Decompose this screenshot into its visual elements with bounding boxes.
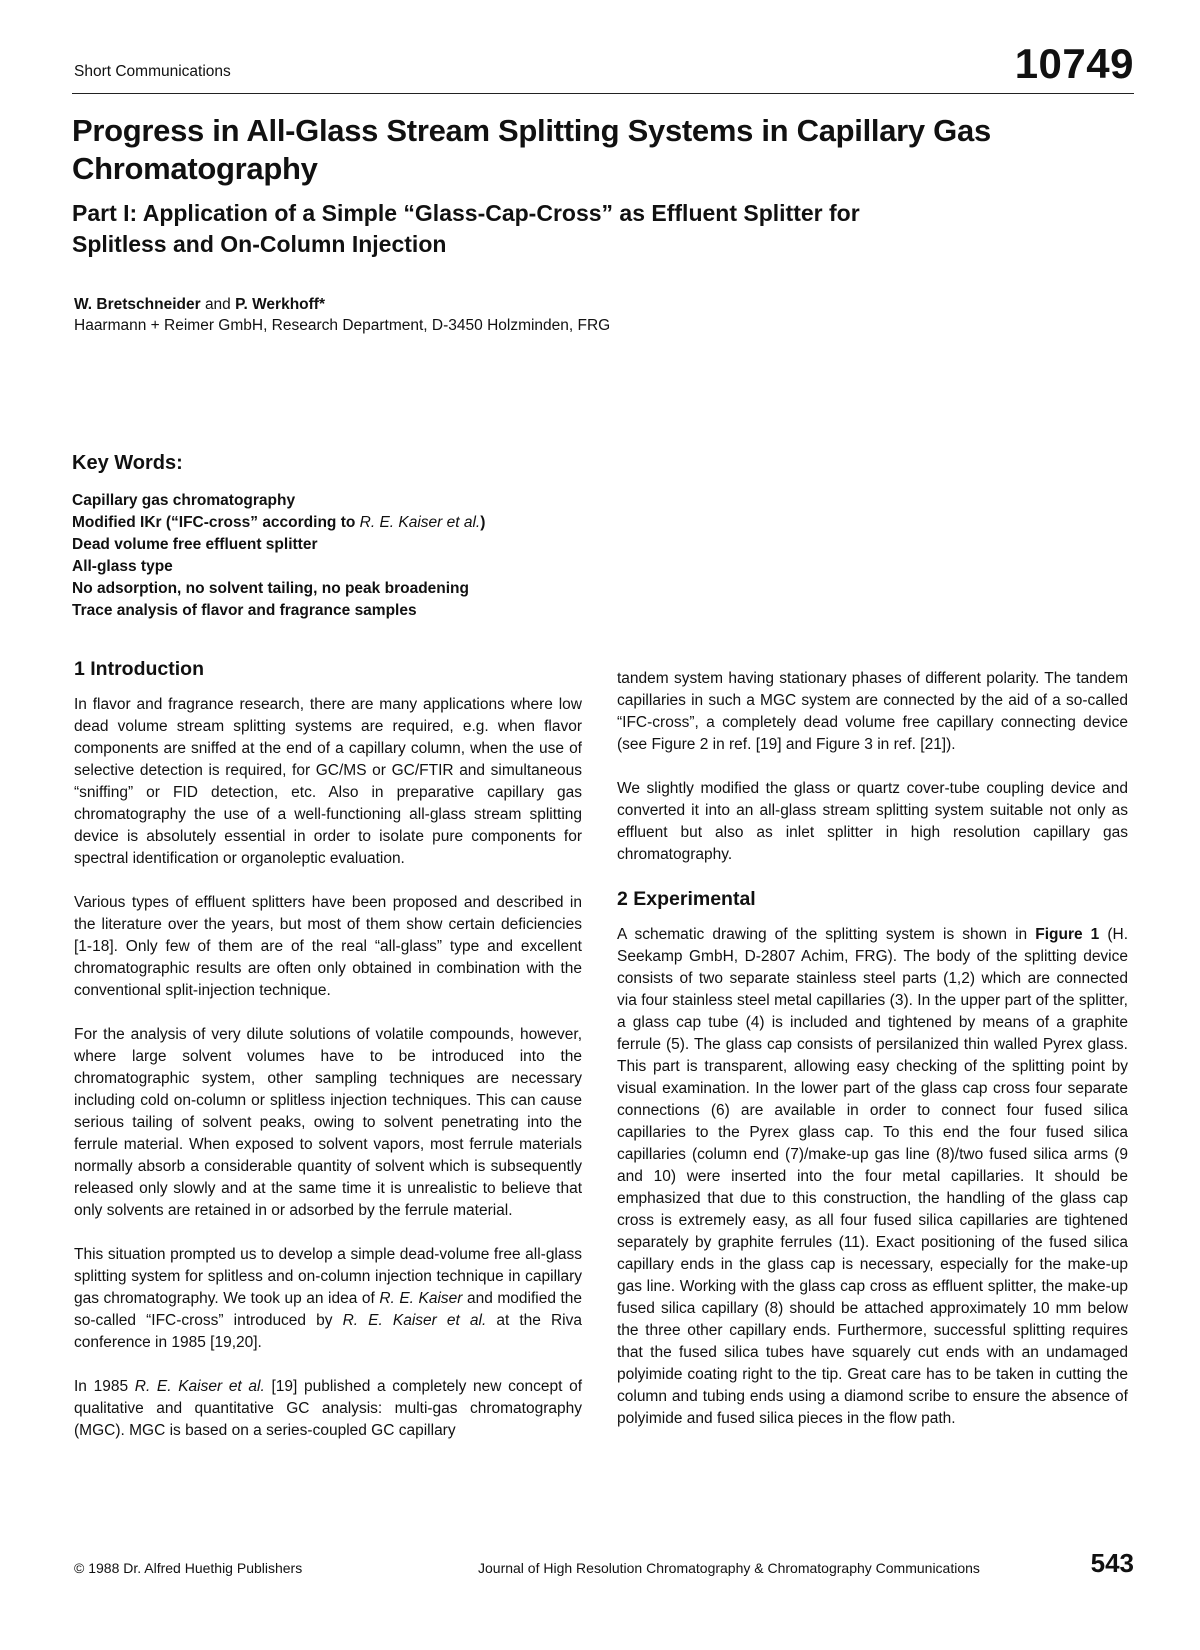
keyword-item bbox=[72, 512, 485, 534]
text-run: at the Riva conference in 1985 [19,20]. bbox=[74, 1312, 582, 1351]
author-line bbox=[74, 294, 610, 315]
copyright-notice: © 1988 Dr. Alfred Huethig Publishers bbox=[74, 1560, 303, 1576]
paragraph bbox=[74, 1244, 582, 1354]
article-subtitle: Part I: Application of a Simple “Glass-Cap-Cross” as Effluent Splitter for Splitless and On-Column Injection bbox=[72, 200, 860, 257]
author-block bbox=[74, 294, 610, 336]
author-name: W. Bretschneider bbox=[74, 296, 201, 313]
section-heading: 2 Experimental bbox=[617, 888, 756, 910]
article-number: 10749 bbox=[1014, 40, 1134, 87]
paragraph bbox=[617, 924, 1128, 1430]
section-heading: 1 Introduction bbox=[74, 658, 204, 680]
author-name: P. Werkhoff* bbox=[235, 296, 325, 313]
paragraph: We slightly modified the glass or quartz cover-tube coupling device and converted it into an all-glass stream splitting system suitable not only as effluent but also as inlet splitter in high resolution capillary gas chromatography. bbox=[617, 780, 1128, 863]
keyword-item: Capillary gas chromatography bbox=[72, 492, 296, 509]
keyword-text: ) bbox=[480, 514, 486, 531]
paragraph: Various types of effluent splitters have been proposed and described in the literature over the years, but most of them show certain deficiencies [1-18]. Only few of them are of the real “all-glass” type and excellent chromatographic results are often only obtained in combination with the conventional split-injection technique. bbox=[74, 894, 582, 999]
paragraph bbox=[74, 1376, 582, 1442]
keyword-item: Trace analysis of flavor and fragrance samples bbox=[72, 602, 417, 619]
author-ref: R. E. Kaiser et al. bbox=[342, 1312, 487, 1329]
paragraph: For the analysis of very dilute solutions of volatile compounds, however, where large solvent volumes have to be introduced into the chromatographic system, other sampling techniques are necessary including cold on-column or splitless injection techniques. This can cause serious tailing of solvent peaks, owing to solvent penetrating into the ferrule material. When exposed to solvent vapors, most ferrule materials normally absorb a considerable quantity of solvent which is subsequently released only slowly and at the same time it is unrealistic to believe that only solvents are retained in or adsorbed by the ferrule material. bbox=[74, 1026, 582, 1219]
keywords-heading: Key Words: bbox=[72, 452, 183, 474]
page-number: 543 bbox=[1090, 1548, 1134, 1578]
keyword-item: Dead volume free effluent splitter bbox=[72, 536, 318, 553]
keyword-text: Modified IKr (“IFC-cross” according to bbox=[72, 514, 356, 531]
text-run: [19] published a completely new concept of qualitative and quantitative GC analysis: multi-gas chromatography (MGC). MGC is based on a series-coupled GC capillary bbox=[74, 1378, 582, 1439]
right-column bbox=[617, 668, 1128, 1452]
text-run: In 1985 bbox=[74, 1378, 129, 1395]
keywords-list bbox=[72, 490, 485, 622]
keyword-item: No adsorption, no solvent tailing, no peak broadening bbox=[72, 580, 469, 597]
left-column bbox=[74, 658, 582, 1464]
journal-name: Journal of High Resolution Chromatography & Chromatography Communications bbox=[478, 1560, 980, 1576]
text-run: and modified the so-called “IFC-cross” introduced by bbox=[74, 1290, 583, 1329]
paragraph: In flavor and fragrance research, there are many applications where low dead volume stream splitting systems are required, e.g. when flavor components are sniffed at the end of a capillary column, when the use of selective detection is required, for GC/MS or GC/FTIR and simultaneous “sniffing” or FID detection, etc. Also in preparative capillary gas chromatography the use of a well-functioning all-glass stream splitting device is absolutely essential in order to isolate pure components for spectral identification or organoleptic evaluation. bbox=[74, 696, 582, 867]
author-conjunction: and bbox=[204, 296, 231, 313]
affiliation: Haarmann + Reimer GmbH, Research Department, D-3450 Holzminden, FRG bbox=[74, 317, 611, 334]
paragraph: tandem system having stationary phases of different polarity. The tandem capillaries in such a MGC system are connected by the aid of a so-called “IFC-cross”, a completely dead volume free capillary connecting device (see Figure 2 in ref. [19] and Figure 3 in ref. [21]). bbox=[617, 670, 1128, 753]
author-ref: R. E. Kaiser et al. bbox=[134, 1378, 265, 1395]
header-divider bbox=[72, 93, 1134, 94]
keyword-item: All-glass type bbox=[72, 558, 173, 575]
article-title: Progress in All-Glass Stream Splitting Systems in Capillary Gas Chromatography bbox=[72, 113, 991, 186]
text-run: This situation prompted us to develop a simple dead-volume free all-glass splitting system for splitless and on-column injection technique in capillary gas chromatography. We took up an idea of bbox=[74, 1246, 582, 1307]
keyword-author: R. E. Kaiser et al. bbox=[359, 514, 481, 531]
text-run: (H. Seekamp GmbH, D-2807 Achim, FRG). The body of the splitting device consists of two separate stainless steel parts (1,2) which are connected via four stainless steel metal capillaries (3). In the upper part of the splitter, a glass cap tube (4) is included and tightened by means of a graphite ferrule (5). The glass cap consists of persilanized thin walled Pyrex glass. This part is transparent, allowing easy checking of the splitting point by visual examination. In the lower part of the glass cap cross four separate connections (6) are available in order to connect four fused silica capillaries to the Pyrex glass cap. To this end the four fused silica capillaries (column end (7)/make-up gas line (8)/two fused silica arms (9 and 10) were inserted into the four metal capillaries. It should be emphasized that due to this construction, the handling of the glass cap cross is extremely easy, as all four fused silica capillaries are tightened separately by graphite ferrules (11). Exact positioning of the fused silica capillary ends in the glass cap is necessary, especially for the make-up gas line. Working with the glass cap cross as effluent splitter, the make-up fused silica capillary (8) should be attached approximately 10 mm below the three other capillary ends. Furthermore, successful splitting requires that the fused silica tubes have squarely cut ends with an undamaged polyimide coating right to the tip. Great care has to be taken in cutting the column and tubing ends using a diamond scribe to ensure the absence of polyimide and fused silica pieces in the flow path. bbox=[617, 926, 1129, 1427]
text-run: A schematic drawing of the splitting system is shown in bbox=[617, 926, 1028, 943]
author-ref: R. E. Kaiser bbox=[379, 1290, 463, 1307]
section-label: Short Communications bbox=[74, 63, 231, 80]
figure-ref: Figure 1 bbox=[1035, 926, 1100, 943]
